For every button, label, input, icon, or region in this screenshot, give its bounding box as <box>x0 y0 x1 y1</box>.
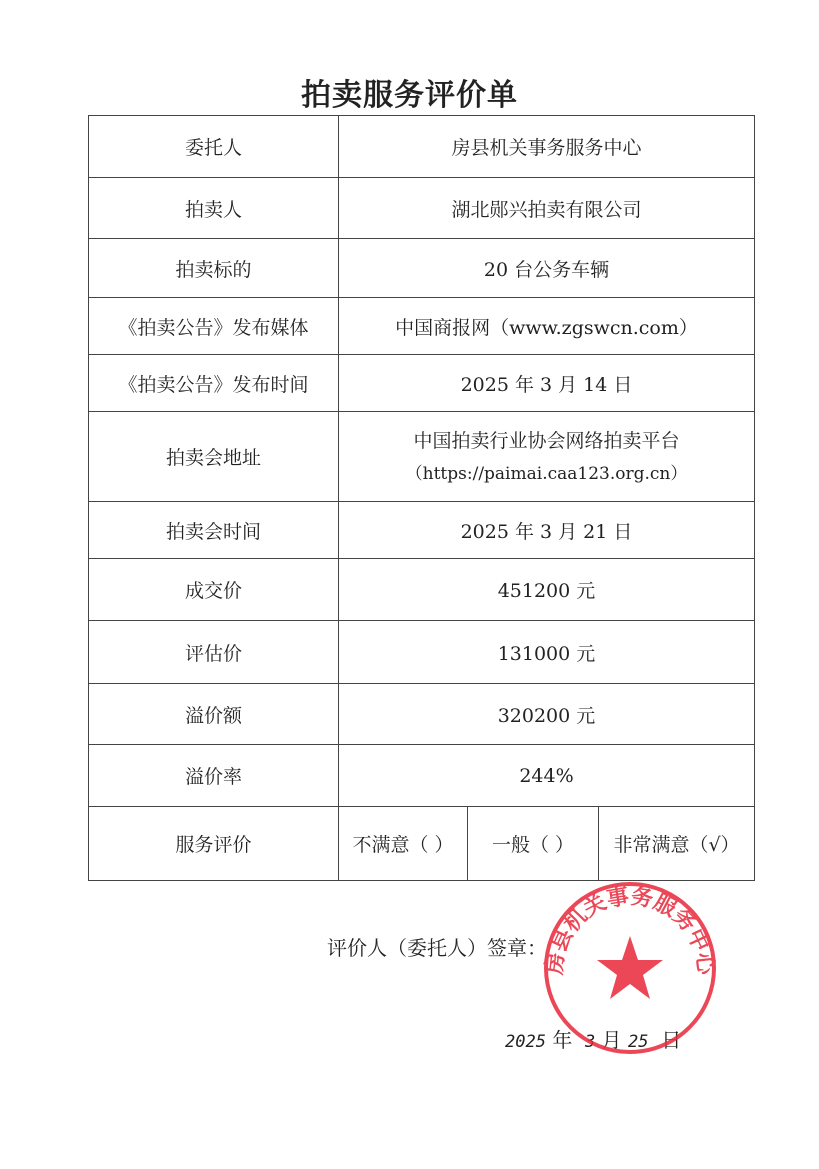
row-label: 成交价 <box>89 559 339 621</box>
table-row <box>89 412 755 502</box>
handwritten-month: 3 <box>585 1032 596 1052</box>
handwritten-year: 2025 <box>505 1032 546 1052</box>
table-row <box>89 116 755 178</box>
star-icon <box>597 936 663 999</box>
evaluation-table <box>88 115 755 881</box>
table-row <box>89 684 755 745</box>
row-value: 2025 年 3 月 21 日 <box>339 502 755 559</box>
table-row <box>89 745 755 807</box>
row-label: 拍卖人 <box>89 178 339 239</box>
row-label: 溢价额 <box>89 684 339 745</box>
option-average: 一般（ ） <box>468 807 599 881</box>
row-label: 评估价 <box>89 621 339 684</box>
month-label: 月 <box>601 1028 622 1052</box>
day-label: 日 <box>661 1028 682 1052</box>
row-value: 320200 元 <box>339 684 755 745</box>
signature-label: 评价人（委托人）签章： <box>327 936 547 960</box>
seal-text: 房县机关事务服务中心 <box>542 884 718 976</box>
row-value: 2025 年 3 月 14 日 <box>339 355 755 412</box>
row-label: 委托人 <box>89 116 339 178</box>
row-value <box>339 412 755 502</box>
address-name: 中国拍卖行业协会网络拍卖平台 <box>413 429 680 452</box>
row-label: 拍卖标的 <box>89 239 339 298</box>
table-row <box>89 178 755 239</box>
official-seal <box>540 878 720 1058</box>
row-label: 服务评价 <box>89 807 339 881</box>
table-row <box>89 621 755 684</box>
row-label: 《拍卖公告》发布媒体 <box>89 298 339 355</box>
table-row <box>89 355 755 412</box>
option-very-satisfied: 非常满意（√） <box>599 807 755 881</box>
option-dissatisfied: 不满意（ ） <box>339 807 468 881</box>
row-label: 《拍卖公告》发布时间 <box>89 355 339 412</box>
row-value: 131000 元 <box>339 621 755 684</box>
row-value: 中国商报网（www.zgswcn.com） <box>339 298 755 355</box>
row-value: 451200 元 <box>339 559 755 621</box>
table-row <box>89 502 755 559</box>
table-row <box>89 298 755 355</box>
row-value: 20 台公务车辆 <box>339 239 755 298</box>
year-label: 年 <box>552 1028 573 1052</box>
row-value: 244% <box>339 745 755 807</box>
row-label: 拍卖会地址 <box>89 412 339 502</box>
row-value: 房县机关事务服务中心 <box>339 116 755 178</box>
page-title: 拍卖服务评价单 <box>301 78 518 113</box>
row-value: 湖北郧兴拍卖有限公司 <box>339 178 755 239</box>
handwritten-day: 25 <box>628 1032 649 1052</box>
row-label: 溢价率 <box>89 745 339 807</box>
evaluation-row <box>89 807 755 881</box>
address-url: （https://paimai.caa123.org.cn） <box>405 463 688 484</box>
row-label: 拍卖会时间 <box>89 502 339 559</box>
table-row <box>89 239 755 298</box>
table-row <box>89 559 755 621</box>
